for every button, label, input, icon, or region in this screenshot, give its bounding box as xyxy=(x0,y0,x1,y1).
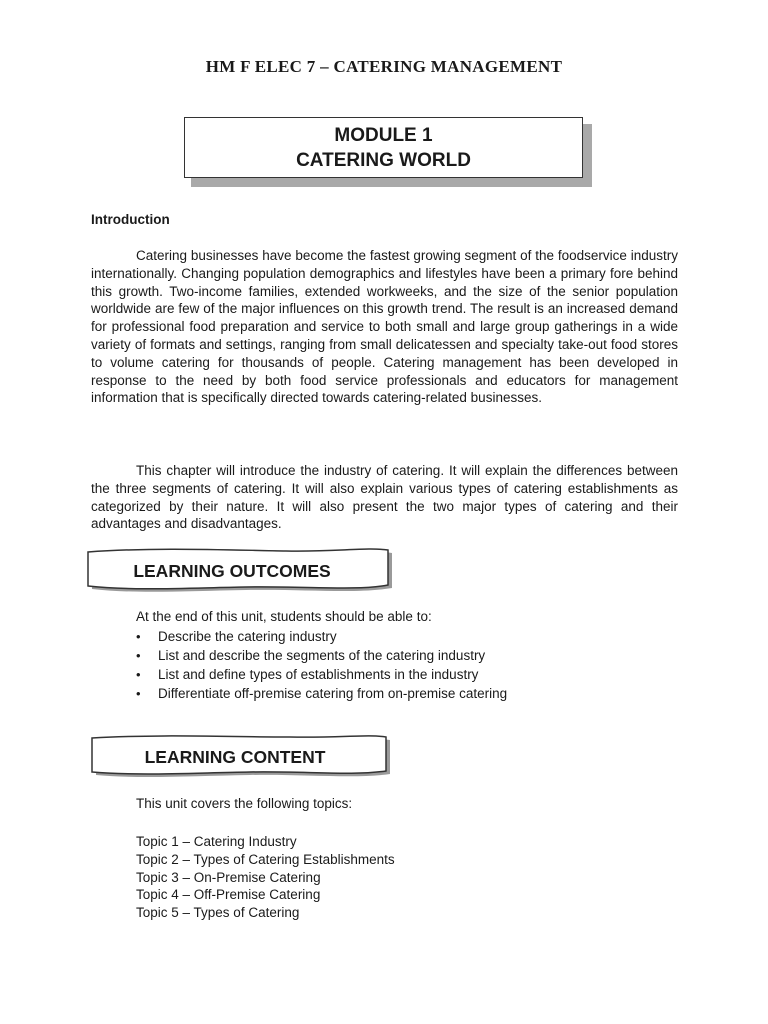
learning-content-banner xyxy=(90,735,394,781)
bullet-icon: • xyxy=(136,686,141,701)
course-title: HM F ELEC 7 – CATERING MANAGEMENT xyxy=(205,57,563,76)
bullet-icon: • xyxy=(136,667,141,682)
learning-content-lead: This unit covers the following topics: xyxy=(136,796,353,811)
list-item xyxy=(136,646,507,665)
learning-outcomes-lead: At the end of this unit, students should be able to: xyxy=(136,609,432,624)
topic-item: Topic 5 – Types of Catering xyxy=(136,905,300,921)
learning-outcomes-heading: LEARNING OUTCOMES xyxy=(133,561,331,581)
list-item xyxy=(136,684,507,703)
module-title: CATERING WORLD xyxy=(296,149,471,171)
introduction-paragraph-2: This chapter will introduce the industry of catering. It will explain the differences between the three segments of catering. It will also explain various types of catering establishments as categorized by their nature. It will also present the two major types of catering and their advantages and disadvantages. xyxy=(91,463,678,532)
introduction-heading: Introduction xyxy=(91,212,170,227)
module-box xyxy=(184,117,583,178)
outcome-text: List and define types of establishments in the industry xyxy=(158,667,479,682)
learning-outcomes-list xyxy=(136,627,507,703)
outcome-text: Differentiate off-premise catering from on-premise catering xyxy=(158,686,508,701)
module-number: MODULE 1 xyxy=(334,124,433,146)
topic-list xyxy=(136,833,395,922)
outcome-text: Describe the catering industry xyxy=(158,629,337,644)
list-item xyxy=(136,627,507,646)
introduction-paragraph-1: Catering businesses have become the fastest growing segment of the foodservice industry internationally. Changing population demographics and lifestyles have been a primary fore behind this growth. Two-income families, extended workweeks, and the size of the senior population worldwide are few of the major influences on this growth trend. The result is an increased demand for professional food preparation and service to both small and large group gatherings in a wide variety of formats and settings, ranging from small delicatessen and specialty take-out food stores to volume catering for thousands of people. Catering management has been developed in response to the need by both food service professionals and educators for management information that is specifically directed towards catering-related businesses. xyxy=(91,248,678,406)
topic-item: Topic 4 – Off-Premise Catering xyxy=(136,887,321,903)
bullet-icon: • xyxy=(136,629,141,644)
bullet-icon: • xyxy=(136,648,141,663)
topic-item: Topic 2 – Types of Catering Establishments xyxy=(136,851,395,867)
topic-item: Topic 1 – Catering Industry xyxy=(136,834,297,849)
list-item xyxy=(136,665,507,684)
learning-outcomes-banner xyxy=(86,548,396,596)
outcome-text: List and describe the segments of the catering industry xyxy=(158,648,486,663)
learning-content-heading: LEARNING CONTENT xyxy=(144,747,326,767)
topic-item: Topic 3 – On-Premise Catering xyxy=(136,869,321,885)
